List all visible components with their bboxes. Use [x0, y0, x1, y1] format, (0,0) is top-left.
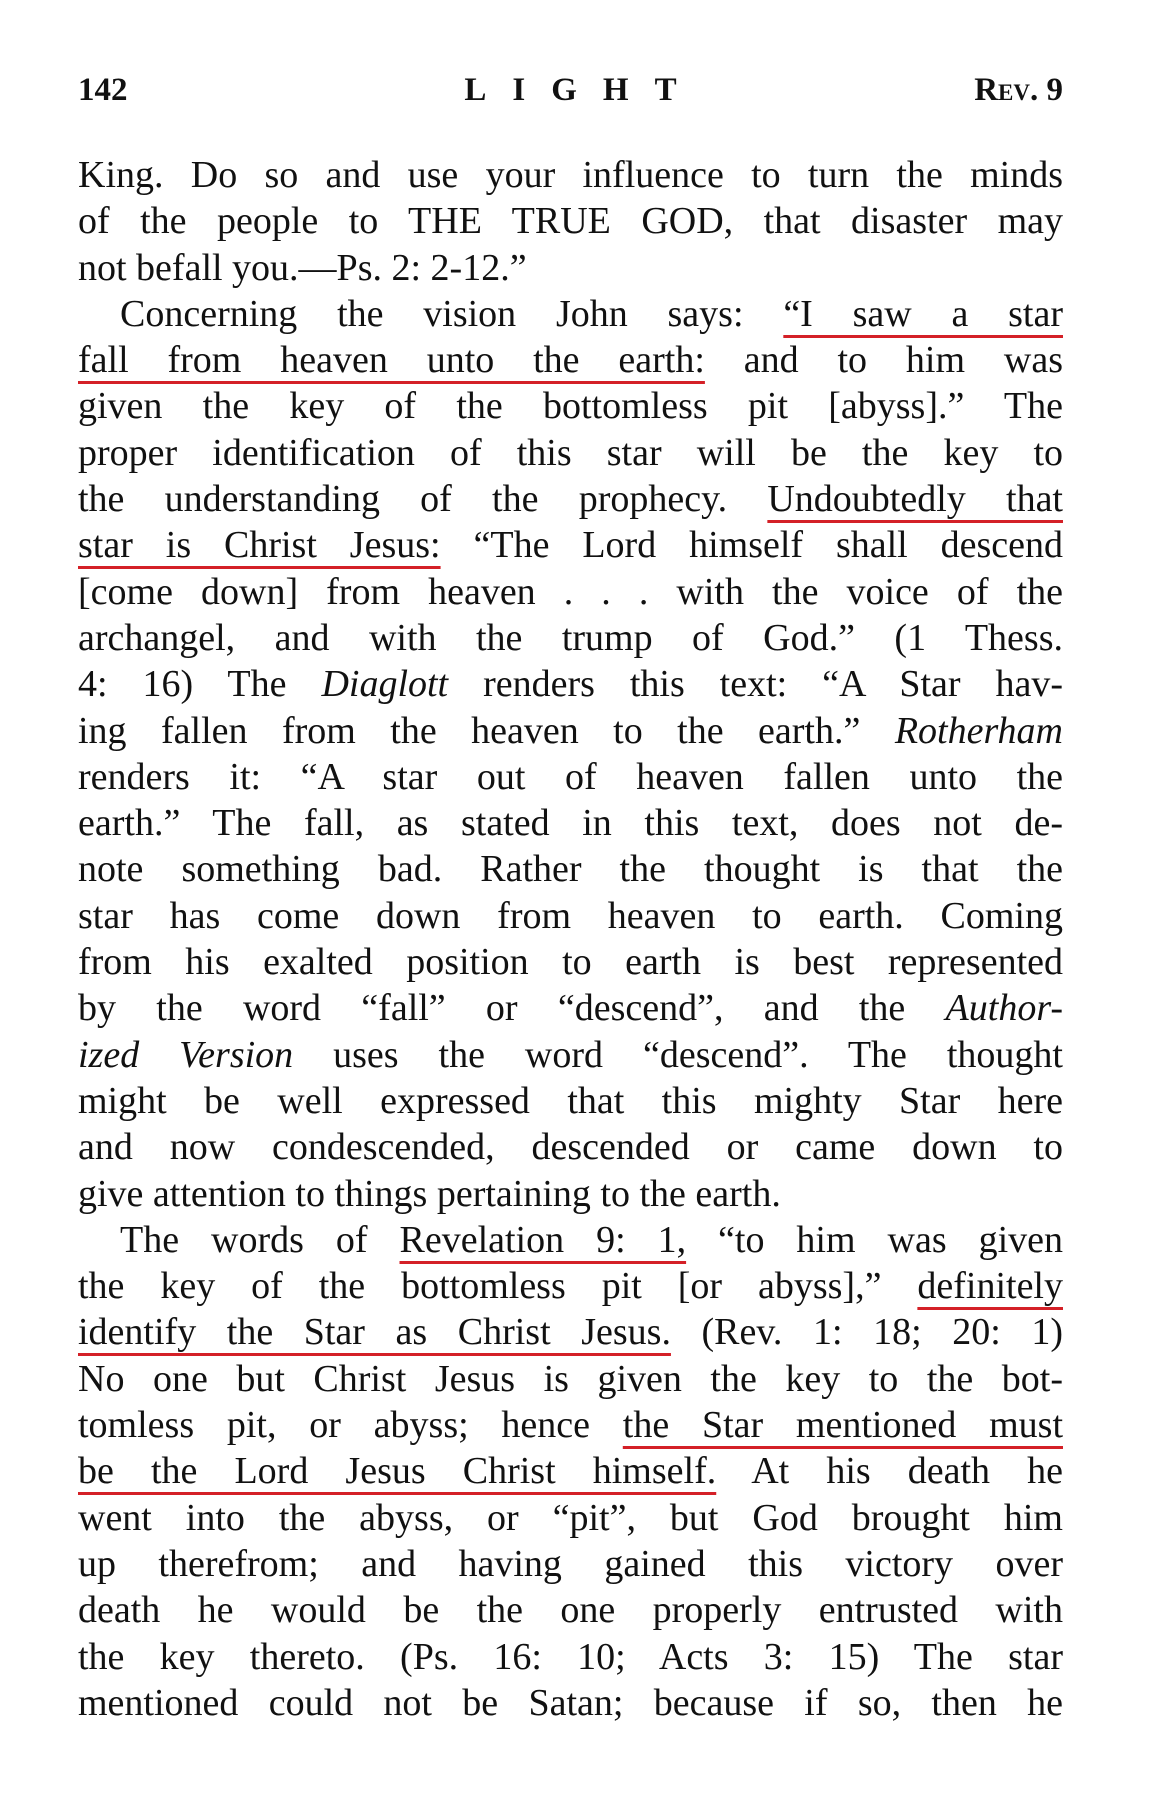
text-line — [78, 291, 1063, 337]
text-segment: mentioned could not be Satan; because if so, then he — [78, 1681, 1063, 1724]
text-line — [78, 1124, 1063, 1170]
text-line — [78, 1217, 1063, 1263]
text-segment: [come down] from heaven . . . with the voice of the — [78, 570, 1063, 613]
text-line — [78, 1171, 1063, 1217]
text-segment: given the key of the bottomless pit [abyss].” The — [78, 385, 1063, 428]
text-line — [78, 1495, 1063, 1541]
page-number: 142 — [78, 72, 128, 108]
text-segment: went into the abyss, or “pit”, but God brought him — [78, 1496, 1063, 1539]
text-line — [78, 708, 1063, 754]
text-segment: the key thereto. (Ps. 16: 10; Acts 3: 15) The star — [78, 1635, 1063, 1678]
text-segment: No one but Christ Jesus is given the key to the bot- — [78, 1357, 1063, 1400]
text-line — [78, 985, 1063, 1031]
body-text — [78, 152, 1063, 1726]
text-line — [78, 1309, 1063, 1355]
underlined-phrase: star is Christ Jesus: — [78, 524, 441, 567]
underlined-phrase: be the Lord Jesus Christ himself. — [78, 1450, 717, 1493]
text-line — [78, 1078, 1063, 1124]
italic-title: ized Version — [78, 1033, 294, 1076]
text-segment: proper identification of this star will be the key to — [78, 431, 1063, 474]
text-line — [78, 800, 1063, 846]
underlined-phrase: fall from heaven unto the earth: — [78, 339, 705, 382]
text-segment: King. Do so and use your influence to turn the minds — [78, 154, 1063, 196]
running-head — [78, 72, 1063, 122]
text-segment: “The Lord himself shall descend — [440, 524, 1064, 567]
underlined-phrase: identify the Star as Christ Jesus. — [78, 1311, 671, 1354]
text-segment: (Rev. 1: 18; 20: 1) — [670, 1311, 1063, 1354]
text-segment: from his exalted position to earth is best represented — [78, 941, 1063, 984]
text-segment: renders it: “A star out of heaven fallen unto the — [78, 755, 1063, 798]
text-segment: death he would be the one properly entrusted with — [78, 1589, 1063, 1632]
italic-title: Author- — [945, 987, 1063, 1030]
chapter-reference: Rev. 9 — [974, 72, 1063, 108]
underlined-phrase: Revelation 9: 1, — [399, 1218, 687, 1261]
text-line — [78, 615, 1063, 661]
italic-title: Rotherham — [894, 709, 1063, 752]
text-segment: tomless pit, or abyss; hence — [78, 1404, 623, 1447]
book-title: LIGHT — [464, 72, 703, 108]
text-segment: renders this text: “A Star hav- — [448, 663, 1063, 706]
text-line — [78, 1032, 1063, 1078]
underlined-phrase: the Star mentioned must — [622, 1404, 1063, 1447]
text-line — [78, 1634, 1063, 1680]
text-line — [78, 383, 1063, 429]
text-segment: At his death he — [716, 1450, 1064, 1493]
text-segment: note something bad. Rather the thought is that the — [78, 848, 1063, 891]
text-segment: might be well expressed that this mighty Star here — [78, 1079, 1063, 1122]
text-line — [78, 661, 1063, 707]
text-segment: by the word “fall” or “descend”, and the — [78, 987, 946, 1030]
text-line — [78, 245, 1063, 291]
text-segment: earth.” The fall, as stated in this text, does not de- — [78, 802, 1063, 845]
text-line — [78, 569, 1063, 615]
italic-title: Diaglott — [321, 663, 449, 706]
text-line — [78, 476, 1063, 522]
text-line — [78, 337, 1063, 383]
underlined-phrase: “I saw a star — [783, 292, 1063, 335]
text-segment: the key of the bottomless pit [or abyss],” — [78, 1265, 918, 1308]
text-line — [78, 846, 1063, 892]
text-segment: and to him was — [704, 339, 1063, 382]
text-line — [78, 1680, 1063, 1726]
text-segment: not befall you.—Ps. 2: 2-12.” — [78, 246, 527, 289]
text-segment: “to him was given — [686, 1218, 1063, 1261]
text-segment: the understanding of the prophecy. — [78, 478, 768, 521]
text-segment: up therefrom; and having gained this victory over — [78, 1542, 1063, 1585]
text-line — [78, 1587, 1063, 1633]
text-line — [78, 152, 1063, 198]
text-line — [78, 522, 1063, 568]
text-line — [78, 1356, 1063, 1402]
text-line — [78, 754, 1063, 800]
text-line — [78, 1448, 1063, 1494]
text-line — [78, 939, 1063, 985]
text-segment: of the people to THE TRUE GOD, that disaster may — [78, 200, 1063, 243]
underlined-phrase: definitely — [917, 1265, 1063, 1308]
text-segment: ing fallen from the heaven to the earth.” — [78, 709, 895, 752]
text-segment: uses the word “descend”. The thought — [293, 1033, 1063, 1076]
text-line — [78, 893, 1063, 939]
text-segment: The words of — [120, 1218, 400, 1261]
text-line — [78, 1541, 1063, 1587]
text-line — [78, 1402, 1063, 1448]
underlined-phrase: Undoubtedly that — [767, 478, 1063, 521]
text-segment: archangel, and with the trump of God.” (1 Thess. — [78, 616, 1063, 659]
text-segment: star has come down from heaven to earth. Coming — [78, 894, 1063, 937]
text-segment: Concerning the vision John says: — [120, 292, 784, 335]
text-segment: give attention to things pertaining to the earth. — [78, 1172, 781, 1215]
text-line — [78, 198, 1063, 244]
text-line — [78, 1263, 1063, 1309]
text-segment: and now condescended, descended or came down to — [78, 1126, 1063, 1169]
text-segment: 4: 16) The — [78, 663, 322, 706]
text-line — [78, 430, 1063, 476]
